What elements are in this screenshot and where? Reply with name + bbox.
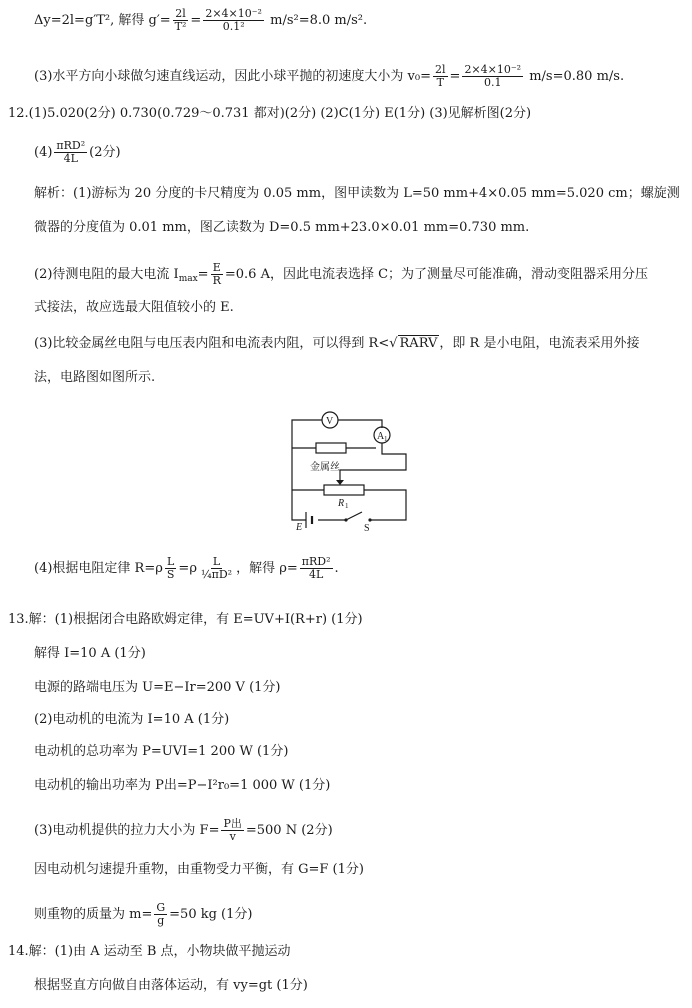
numerator: 2×4×10⁻² [205, 7, 262, 20]
numerator: 2l [435, 63, 446, 76]
text: (4)根据电阻定律 R=ρ [34, 561, 163, 576]
q13-line6: 电动机的输出功率为 P出=P−I²r₀=1 000 W (1分) [34, 778, 331, 793]
fraction [300, 556, 333, 581]
fraction [173, 8, 189, 33]
rheostat-sub: 1 [345, 502, 349, 510]
wire-resistor-symbol [316, 443, 346, 453]
fraction [433, 64, 448, 89]
eq-v0 [34, 64, 624, 89]
text: ，解得 ρ= [236, 561, 298, 576]
fraction [203, 8, 264, 33]
fraction [211, 262, 223, 287]
text: . [334, 561, 339, 576]
fraction [462, 64, 523, 89]
numerator: 2l [175, 7, 186, 20]
fraction [154, 902, 167, 927]
fraction [165, 556, 177, 581]
text: =ρ [178, 561, 197, 576]
analysis-4 [34, 556, 339, 581]
wire [364, 490, 406, 520]
analysis-2a [34, 262, 648, 287]
q12-part4 [34, 140, 121, 165]
q13-line3: 电源的路端电压为 U=E−Ir=200 V (1分) [34, 680, 281, 695]
text: (3)水平方向小球做匀速直线运动，因此小球平抛的初速度大小为 v₀= [34, 69, 431, 84]
denominator: 0.1² [222, 20, 245, 33]
denominator: R [212, 274, 221, 287]
rheostat-symbol [324, 485, 364, 495]
rheostat-label: R [338, 498, 345, 509]
text: =0.6 A，因此电流表选择 C；为了测量尽可能准确，滑动变阻器采用分压 [224, 267, 649, 282]
q12-answers: 12.(1)5.020(2分) 0.730(0.729～0.731 都对)(2分) (2)C(1分) E(1分) (3)见解析图(2分) [8, 106, 532, 121]
text: (2)待测电阻的最大电流 I [34, 267, 179, 282]
circuit-diagram [280, 408, 420, 532]
voltmeter-label: V [326, 416, 334, 427]
numerator: πRD² [56, 139, 86, 152]
text: m/s=0.80 m/s. [525, 69, 625, 84]
fraction [199, 556, 234, 581]
analysis-2b: 式接法，故应选最大阻值较小的 E. [34, 300, 234, 315]
battery-label: E [296, 522, 303, 532]
numerator: L [212, 555, 221, 568]
numerator: πRD² [301, 555, 331, 568]
text: 则重物的质量为 m= [34, 907, 153, 922]
denominator: T² [174, 20, 187, 33]
eq-g-prime [34, 8, 367, 33]
text: = [190, 13, 202, 28]
numerator: L [166, 555, 175, 568]
denominator: T [436, 76, 444, 89]
text: Δy=2l=g′T², 解得 g′= [34, 13, 171, 28]
text: ，即 R 是小电阻，电流表采用外接 [439, 336, 640, 351]
rheostat-slider-arrow [336, 480, 344, 485]
text: (2分) [89, 145, 121, 160]
denominator: 0.1 [484, 76, 502, 89]
q13-line5: 电动机的总功率为 P=UVI=1 200 W (1分) [34, 744, 289, 759]
q14-line1: 14.解：(1)由 A 运动至 B 点，小物块做平抛运动 [8, 944, 291, 959]
analysis-3a [34, 336, 639, 352]
switch-label: S [364, 523, 370, 532]
text: =50 kg (1分) [169, 907, 253, 922]
sqrt-term: RARV [399, 336, 438, 351]
wire [292, 420, 322, 490]
numerator: P出 [223, 817, 242, 830]
denominator: 4L [308, 568, 324, 581]
denominator: S [166, 568, 175, 581]
wire-label: 金属丝 [310, 462, 340, 473]
ammeter-label: A [377, 431, 385, 442]
numerator: 2×4×10⁻² [464, 63, 522, 76]
wire [292, 490, 306, 520]
analysis-1a: 解析：(1)游标为 20 分度的卡尺精度为 0.05 mm，图甲读数为 L=50 mm+4×0.05 mm=5.020 cm；螺旋测 [34, 186, 680, 201]
text: m/s²=8.0 m/s². [265, 13, 368, 28]
text: =500 N (2分) [245, 823, 333, 838]
denominator: v [229, 830, 236, 843]
wire [338, 420, 382, 428]
denominator: ¼πD² [200, 568, 233, 581]
switch-contact [368, 518, 371, 521]
text: (3)比较金属丝电阻与电压表内阻和电流表内阻，可以得到 R<√ [34, 336, 398, 351]
denominator: 4L [63, 152, 78, 165]
analysis-3b: 法，电路图如图所示. [34, 370, 156, 385]
q14-line2: 根据竖直方向做自由落体运动，有 vy=gt (1分) [34, 978, 308, 993]
q13-line2: 解得 I=10 A (1分) [34, 646, 146, 661]
q13-line1: 13.解：(1)根据闭合电路欧姆定律，有 E=UV+I(R+r) (1分) [8, 612, 363, 627]
q13-line4: (2)电动机的电流为 I=10 A (1分) [34, 712, 230, 727]
switch-blade [346, 512, 362, 520]
text: (4) [34, 145, 53, 160]
text: = [449, 69, 461, 84]
analysis-1b: 微器的分度值为 0.01 mm，图乙读数为 D=0.5 mm+23.0×0.01 mm=0.730 mm. [34, 220, 530, 235]
switch-contact [344, 518, 347, 521]
fraction [54, 140, 87, 165]
fraction [221, 818, 243, 843]
numerator: G [156, 901, 166, 914]
text: = [197, 267, 209, 282]
ammeter-sub: 1 [384, 435, 388, 443]
numerator: E [212, 261, 221, 274]
denominator: g [157, 914, 165, 927]
q13-line7 [34, 818, 333, 843]
q13-line8: 因电动机匀速提升重物，由重物受力平衡，有 G=F (1分) [34, 862, 364, 877]
text: (3)电动机提供的拉力大小为 F= [34, 823, 220, 838]
subscript: max [178, 274, 198, 284]
q13-line9 [34, 902, 252, 927]
